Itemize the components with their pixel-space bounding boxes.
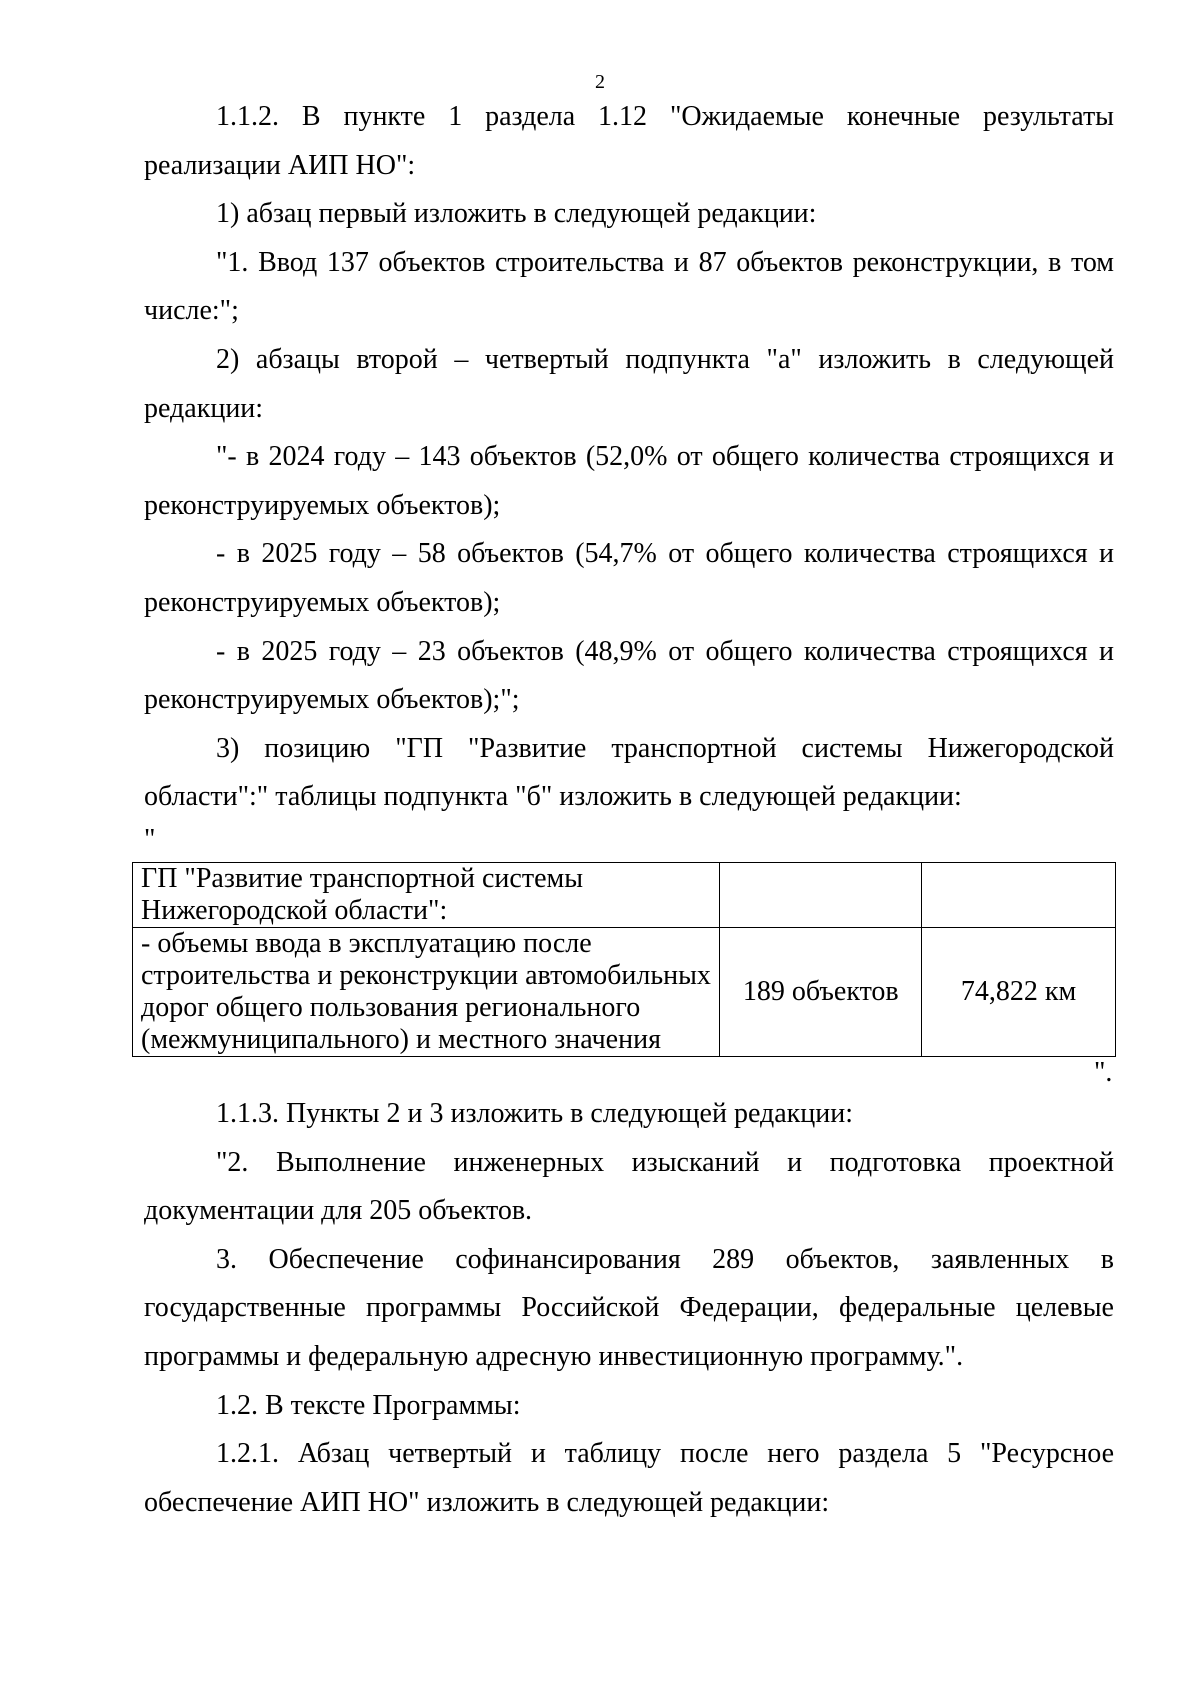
results-table <box>132 862 1116 1057</box>
paragraph-item-3: 3. Обеспечение софинансирования 289 объектов, заявленных в государственные программы Российской Федерации, федеральные целевые программы и федеральную адресную инвестиционную программу.". <box>144 1243 1114 1372</box>
paragraph-1-1-3: 1.1.3. Пункты 2 и 3 изложить в следующей редакции: <box>216 1098 854 1129</box>
document-body-top <box>144 93 1114 822</box>
paragraph-sub-2: 2) абзацы второй – четвертый подпункта "а" изложить в следующей редакции: <box>144 343 1114 424</box>
table-cell-name: ГП "Развитие транспортной системы Нижегородской области": <box>133 863 720 928</box>
paragraph-1-2-1: 1.2.1. Абзац четвертый и таблицу после него раздела 5 "Ресурсное обеспечение АИП НО" изложить в следующей редакции: <box>144 1438 1114 1518</box>
table-row <box>133 863 1116 928</box>
paragraph-1-2: 1.2. В тексте Программы: <box>216 1389 521 1421</box>
paragraph-sub-1: 1) абзац первый изложить в следующей редакции: <box>216 198 817 230</box>
table-cell-length: 74,822 км <box>922 928 1116 1057</box>
paragraph-quote-1: "1. Ввод 137 объектов строительства и 87 объектов реконструкции, в том числе:"; <box>144 246 1114 327</box>
paragraph-year-2025-b: - в 2025 году – 23 объектов (48,9% от общего количества строящихся и реконструируемых объектов);"; <box>144 635 1114 716</box>
paragraph-item-2: "2. Выполнение инженерных изысканий и подготовка проектной документации для 205 объектов. <box>144 1146 1114 1227</box>
paragraph-sub-3: 3) позицию "ГП "Развитие транспортной системы Нижегородской области":" таблицы подпункта "б" изложить в следующей редакции: <box>144 732 1114 813</box>
document-body-bottom <box>144 1090 1114 1527</box>
table-cell-name: - объемы ввода в эксплуатацию после строительства и реконструкции автомобильных дорог общего пользования регионального (межмуниципального) и местного значения <box>133 928 720 1057</box>
page-number: 2 <box>595 71 605 93</box>
paragraph-year-2024: "- в 2024 году – 143 объектов (52,0% от общего количества строящихся и реконструируемых объектов); <box>144 441 1114 521</box>
paragraph-year-2025-a: - в 2025 году – 58 объектов (54,7% от общего количества строящихся и реконструируемых объектов); <box>144 538 1114 618</box>
table-quote-open: " <box>144 824 156 855</box>
table-cell-count <box>720 863 922 928</box>
paragraph-1-1-2: 1.1.2. В пункте 1 раздела 1.12 "Ожидаемые конечные результаты реализации АИП НО": <box>144 101 1114 181</box>
table-cell-count: 189 объектов <box>720 928 922 1057</box>
table-cell-length <box>922 863 1116 928</box>
table-row <box>133 928 1116 1057</box>
table-quote-close: ". <box>1094 1057 1113 1088</box>
